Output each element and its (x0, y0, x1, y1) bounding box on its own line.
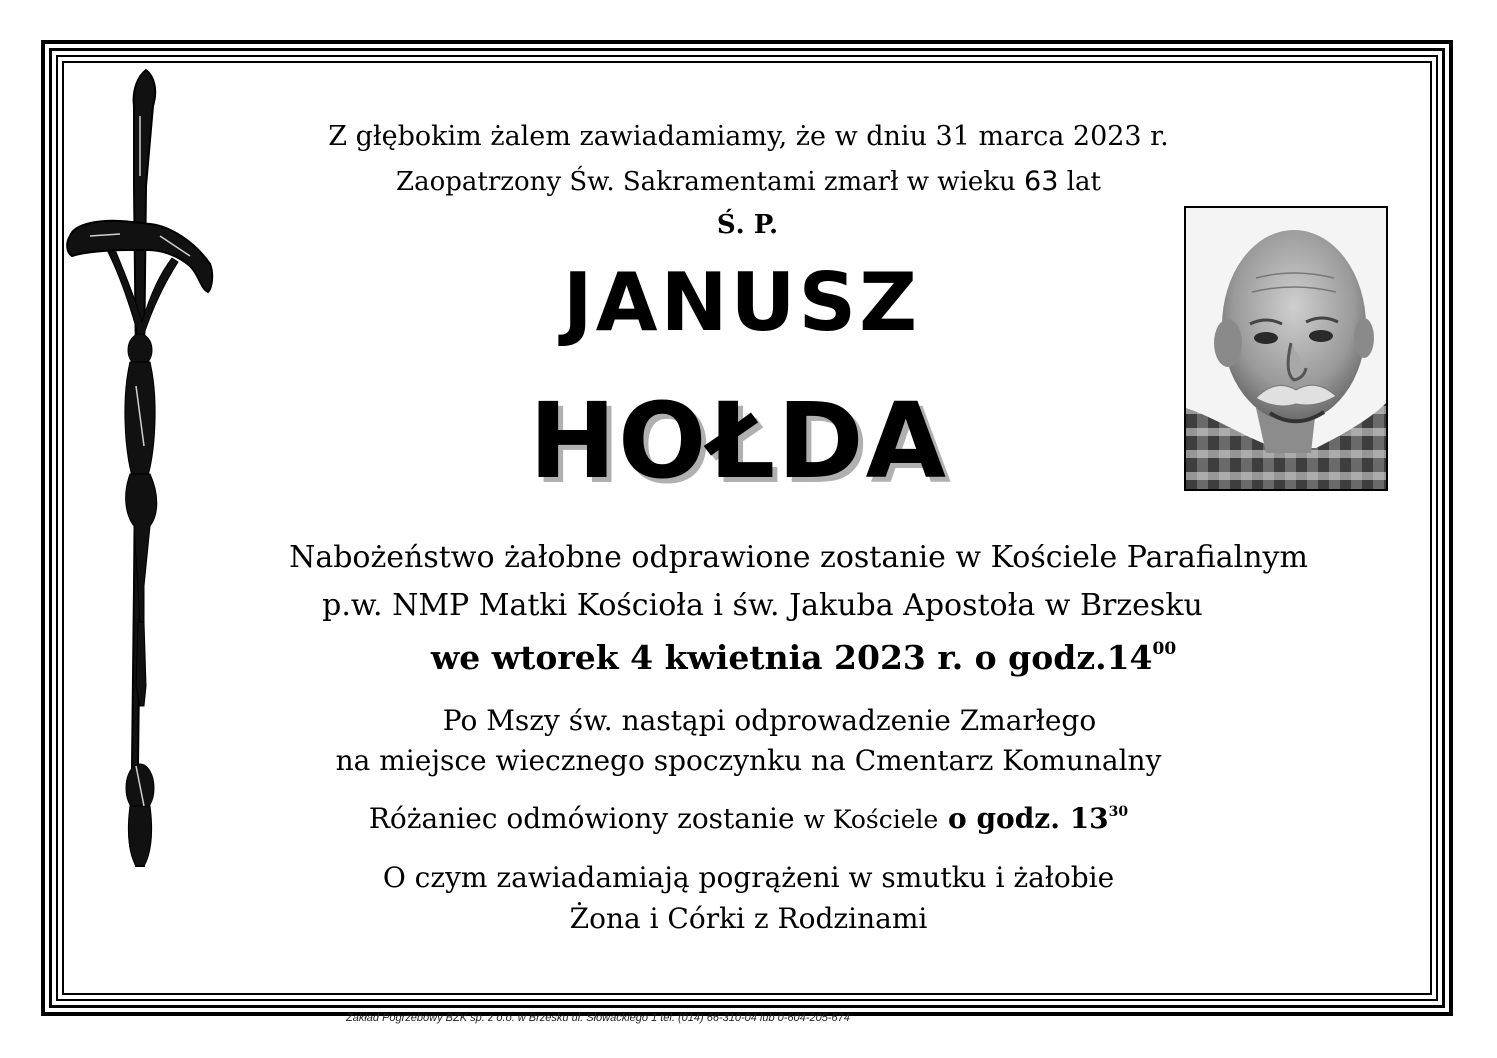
announcement-line-2-b: lat (1058, 167, 1101, 197)
age-value: 63 (1024, 166, 1059, 197)
mass-date-text: we wtorek 4 kwietnia 2023 r. o godz.14 (430, 638, 1153, 677)
deceased-last-name: HOŁDA (528, 380, 949, 502)
closing-line-2: Żona i Córki z Rodzinami (569, 902, 928, 935)
mass-date-line (55, 638, 1497, 677)
burial-line-2: na miejsce wiecznego spoczynku na Cmentarz Komunalny (335, 744, 1162, 777)
closing-line-1: O czym zawiadamiają pogrążeni w smutku i żałobie (382, 861, 1115, 894)
deceased-first-name: JANUSZ (562, 256, 921, 349)
rosary-line (0, 802, 1497, 835)
prefix-sp: Ś. P. (716, 210, 779, 240)
announcement-line-2-a: Zaopatrzony Św. Sakramentami zmarł w wieku (396, 167, 1025, 197)
rosary-part-1: Różaniec odmówiony zostanie (368, 802, 804, 835)
rosary-part-2: w Kościele (803, 805, 939, 834)
inner-border (62, 61, 1432, 995)
mass-date-minutes: 00 (1152, 639, 1177, 659)
mass-line-1: Nabożeństwo żałobne odprawione zostanie w Kościele Parafialnym (289, 540, 1308, 575)
burial-line-1: Po Mszy św. nastąpi odprowadzenie Zmarłego (442, 704, 1097, 737)
mass-line-2: p.w. NMP Matki Kościoła i św. Jakuba Apostoła w Brzesku (322, 588, 1203, 623)
announcement-line-1: Z głębokim żalem zawiadamiamy, że w dniu 31 marca 2023 r. (328, 121, 1169, 152)
footer-company-info: Zakład Pogrzebowy BZK sp. z o.o. w Brzesku ul. Słowackiego 1 tel. (014) 66-310-04 lub 0-604-205-674 (346, 1012, 850, 1024)
announcement-line-2 (0, 166, 1497, 197)
rosary-minutes: 30 (1108, 804, 1129, 820)
rosary-part-3: o godz. 13 (938, 802, 1109, 835)
